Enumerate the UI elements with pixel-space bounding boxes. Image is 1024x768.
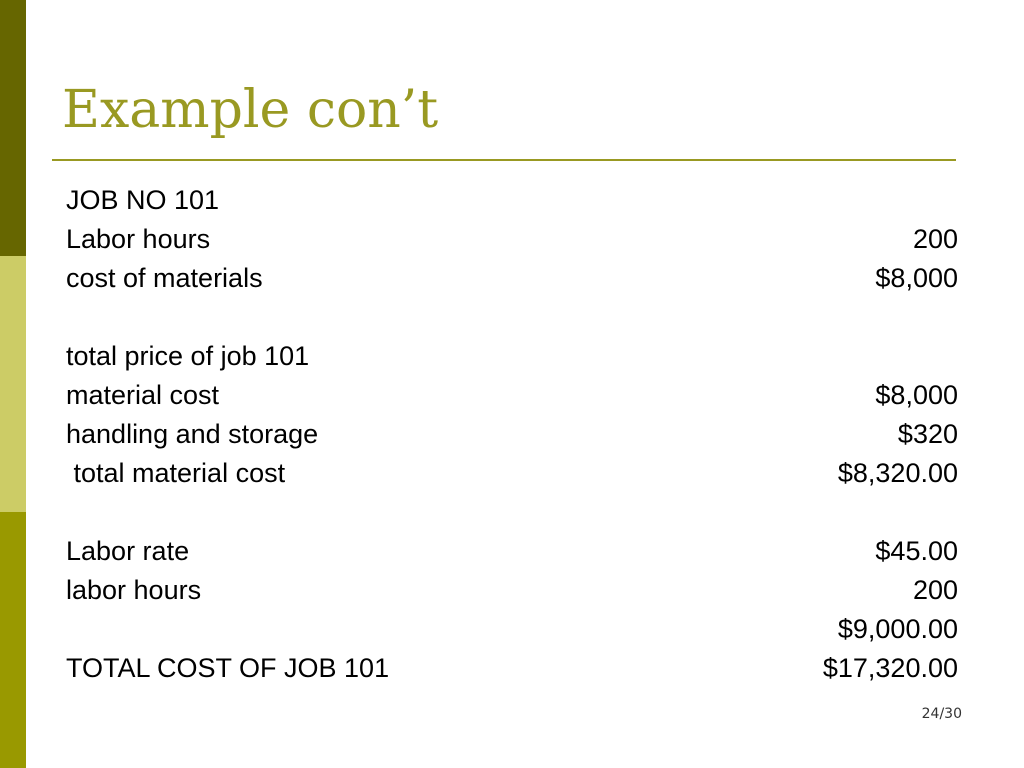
row-value: $8,000 bbox=[875, 380, 958, 410]
table-row bbox=[66, 649, 958, 688]
row-label: material cost bbox=[66, 380, 220, 410]
table-row bbox=[66, 454, 958, 493]
row-label: Labor hours bbox=[66, 224, 211, 254]
row-label: Labor rate bbox=[66, 536, 190, 566]
table-row bbox=[66, 610, 958, 649]
row-label: handling and storage bbox=[66, 419, 319, 449]
table-row bbox=[66, 181, 958, 220]
row-label: TOTAL COST OF JOB 101 bbox=[66, 653, 390, 683]
sidebar-segment-light bbox=[0, 256, 26, 512]
sidebar-segment-mid bbox=[0, 512, 26, 768]
slide-title: Example con’t bbox=[62, 80, 439, 140]
row-value: $45.00 bbox=[875, 536, 958, 566]
table-row bbox=[66, 220, 958, 259]
row-value: $17,320.00 bbox=[822, 653, 958, 683]
page-number: 24/30 bbox=[921, 706, 962, 722]
row-value: $8,320.00 bbox=[837, 458, 958, 488]
cost-table bbox=[66, 181, 958, 688]
table-row bbox=[66, 376, 958, 415]
row-value: $8,000 bbox=[875, 263, 958, 293]
table-row bbox=[66, 415, 958, 454]
table-row bbox=[66, 337, 958, 376]
row-label: JOB NO 101 bbox=[66, 185, 220, 215]
title-divider bbox=[52, 159, 956, 161]
row-label: total price of job 101 bbox=[66, 341, 310, 371]
table-row bbox=[66, 532, 958, 571]
row-value: 200 bbox=[912, 224, 958, 254]
table-row bbox=[66, 571, 958, 610]
table-row bbox=[66, 298, 958, 337]
row-value: $9,000.00 bbox=[837, 614, 958, 644]
row-label: total material cost bbox=[66, 458, 286, 488]
table-row bbox=[66, 493, 958, 532]
sidebar-segment-dark bbox=[0, 0, 26, 256]
table-row bbox=[66, 259, 958, 298]
row-value: 200 bbox=[912, 575, 958, 605]
decorative-sidebar bbox=[0, 0, 26, 768]
row-label: cost of materials bbox=[66, 263, 263, 293]
row-label: labor hours bbox=[66, 575, 202, 605]
row-value: $320 bbox=[897, 419, 958, 449]
